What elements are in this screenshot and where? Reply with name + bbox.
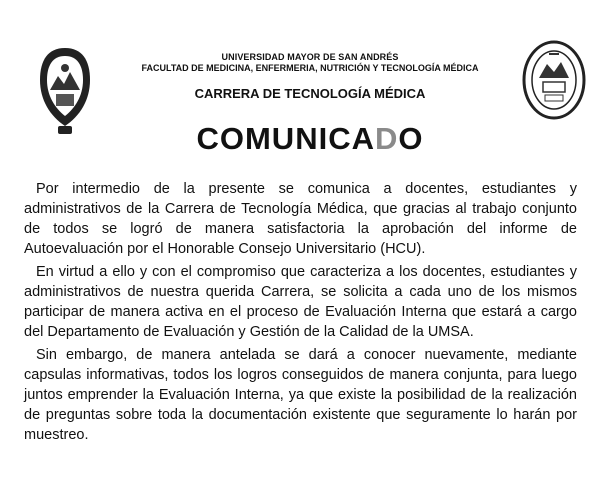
career-name: CARRERA DE TECNOLOGÍA MÉDICA (194, 86, 426, 101)
paragraph-1: Por intermedio de la presente se comunica a docentes, estudiantes y administrativos de la Carrera de Tecnología Médica, que gracias al trabajo conjunto de todos se logró de manera satisfactoria la aprobación del informe de Autoevaluación por el Honorable Consejo Universitario (HCU). (24, 181, 577, 257)
letterhead (120, 52, 500, 74)
faculty-name: FACULTAD DE MEDICINA, ENFERMERIA, NUTRICIÓN Y TECNOLOGÍA MÉDICA (141, 63, 479, 73)
title-part-1: COMUNICA (196, 121, 375, 156)
paragraph-3: Sin embargo, de manera antelada se dará a conocer nuevamente, mediante capsulas informativas, todos los logros conseguidos de manera conjunta, para luego juntos emprender la Evaluación Interna, ya que existe la posibilidad de la realización de preguntas sobre toda la documentación existente que seguramente lo harán por muestreo. (24, 347, 577, 443)
paragraph-2: En virtud a ello y con el compromiso que caracteriza a los docentes, estudiantes y administrativos de nuestra querida Carrera, se solicita a cada uno de los mismos participar de manera activa en el proceso de Evaluación Interna que estará a cargo del Departamento de Evaluación y Gestión de la Calidad de la UMSA. (24, 264, 577, 340)
page-title (100, 120, 520, 158)
tecnologia-medica-seal-icon (521, 40, 587, 126)
title-part-2: D (374, 121, 399, 156)
title-part-3: O (398, 121, 424, 156)
university-name: UNIVERSIDAD MAYOR DE SAN ANDRÉS (221, 52, 399, 62)
umsa-seal-icon (38, 46, 92, 136)
